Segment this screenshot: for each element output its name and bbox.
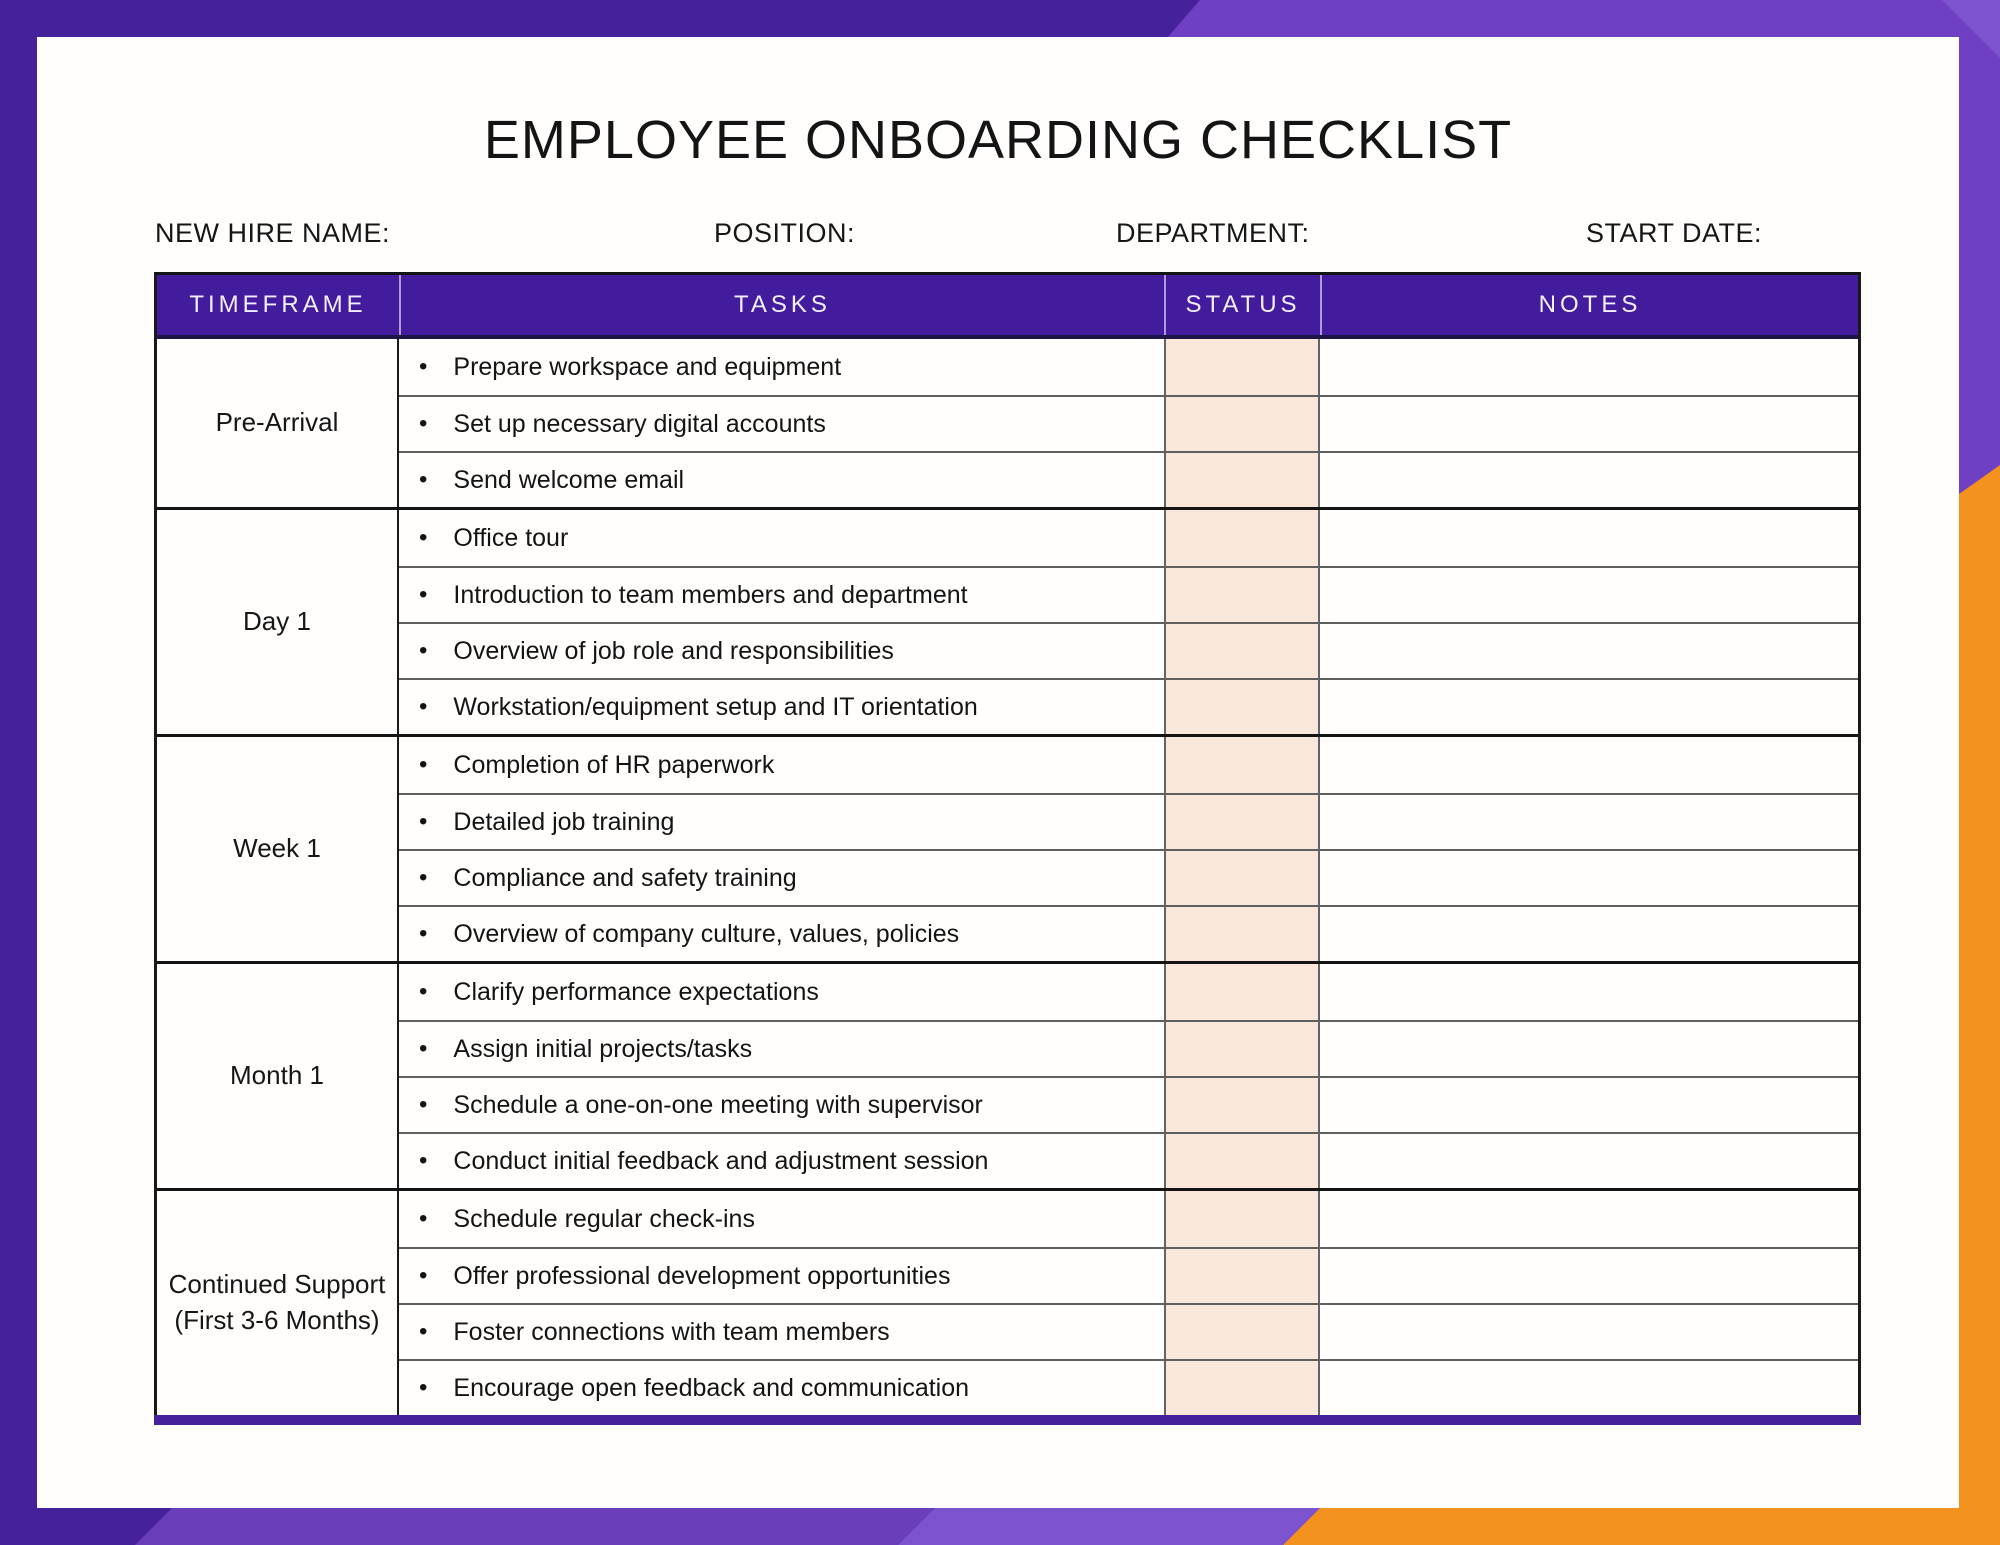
notes-cell[interactable] bbox=[1320, 964, 1858, 1020]
bullet-icon: • bbox=[419, 1035, 428, 1062]
task-label: Set up necessary digital accounts bbox=[453, 409, 826, 438]
task-cell bbox=[399, 793, 1164, 849]
bullet-icon: • bbox=[419, 353, 428, 380]
timeframe-cell bbox=[157, 510, 399, 734]
bullet-icon: • bbox=[419, 1262, 428, 1289]
notes-cell[interactable] bbox=[1320, 1132, 1858, 1188]
task-label: Clarify performance expectations bbox=[453, 977, 819, 1006]
notes-cell[interactable] bbox=[1320, 1303, 1858, 1359]
bullet-icon: • bbox=[419, 864, 428, 891]
bullet-icon: • bbox=[419, 524, 428, 551]
col-header-tasks: TASKS bbox=[399, 275, 1164, 335]
notes-cell[interactable] bbox=[1320, 339, 1858, 395]
task-label: Overview of job role and responsibilities bbox=[453, 636, 894, 665]
timeframe-cell bbox=[157, 339, 399, 507]
table-bottom-bar bbox=[154, 1415, 1861, 1425]
bullet-icon: • bbox=[419, 1318, 428, 1345]
status-cell[interactable] bbox=[1164, 1247, 1320, 1303]
status-cell[interactable] bbox=[1164, 1303, 1320, 1359]
notes-cell[interactable] bbox=[1320, 905, 1858, 961]
content-panel bbox=[37, 37, 1959, 1508]
table-header bbox=[157, 275, 1858, 339]
checklist-table bbox=[154, 272, 1861, 1425]
status-cell[interactable] bbox=[1164, 339, 1320, 395]
task-cell bbox=[399, 1132, 1164, 1188]
task-cell bbox=[399, 964, 1164, 1020]
task-cell bbox=[399, 622, 1164, 678]
field-label-new-hire-name: NEW HIRE NAME: bbox=[155, 218, 391, 248]
notes-cell[interactable] bbox=[1320, 793, 1858, 849]
task-label: Offer professional development opportunities bbox=[453, 1261, 951, 1290]
task-label: Compliance and safety training bbox=[453, 863, 797, 892]
timeframe-line: Day 1 bbox=[243, 606, 311, 637]
col-header-timeframe: TIMEFRAME bbox=[189, 291, 367, 318]
bullet-icon: • bbox=[419, 808, 428, 835]
notes-cell[interactable] bbox=[1320, 451, 1858, 507]
notes-cell[interactable] bbox=[1320, 510, 1858, 566]
bullet-icon: • bbox=[419, 978, 428, 1005]
task-label: Schedule a one-on-one meeting with supervisor bbox=[453, 1090, 983, 1119]
timeframe-cell bbox=[157, 737, 399, 961]
status-cell[interactable] bbox=[1164, 1359, 1320, 1415]
task-cell bbox=[399, 1359, 1164, 1415]
notes-cell[interactable] bbox=[1320, 737, 1858, 793]
status-cell[interactable] bbox=[1164, 1020, 1320, 1076]
status-cell[interactable] bbox=[1164, 737, 1320, 793]
task-label: Workstation/equipment setup and IT orientation bbox=[453, 692, 978, 721]
timeframe-cell bbox=[157, 964, 399, 1188]
notes-cell[interactable] bbox=[1320, 622, 1858, 678]
task-cell bbox=[399, 1191, 1164, 1247]
timeframe-line: (First 3-6 Months) bbox=[174, 1305, 380, 1335]
task-cell bbox=[399, 1076, 1164, 1132]
task-cell bbox=[399, 395, 1164, 451]
task-label: Introduction to team members and department bbox=[453, 580, 968, 609]
notes-cell[interactable] bbox=[1320, 1247, 1858, 1303]
task-label: Foster connections with team members bbox=[453, 1317, 890, 1346]
task-label: Prepare workspace and equipment bbox=[453, 352, 842, 381]
status-cell[interactable] bbox=[1164, 566, 1320, 622]
timeframe-line: Week 1 bbox=[233, 833, 321, 864]
task-label: Conduct initial feedback and adjustment session bbox=[453, 1146, 989, 1175]
status-cell[interactable] bbox=[1164, 395, 1320, 451]
status-cell[interactable] bbox=[1164, 678, 1320, 734]
notes-cell[interactable] bbox=[1320, 1191, 1858, 1247]
task-cell bbox=[399, 905, 1164, 961]
status-cell[interactable] bbox=[1164, 793, 1320, 849]
status-cell[interactable] bbox=[1164, 905, 1320, 961]
status-cell[interactable] bbox=[1164, 510, 1320, 566]
task-cell bbox=[399, 510, 1164, 566]
task-cell bbox=[399, 1020, 1164, 1076]
bullet-icon: • bbox=[419, 1147, 428, 1174]
task-label: Detailed job training bbox=[453, 807, 675, 836]
task-cell bbox=[399, 566, 1164, 622]
bullet-icon: • bbox=[419, 1091, 428, 1118]
task-cell bbox=[399, 1303, 1164, 1359]
status-cell[interactable] bbox=[1164, 451, 1320, 507]
notes-cell[interactable] bbox=[1320, 566, 1858, 622]
task-label: Completion of HR paperwork bbox=[453, 750, 775, 779]
task-label: Office tour bbox=[453, 523, 569, 552]
bullet-icon: • bbox=[419, 466, 428, 493]
bullet-icon: • bbox=[419, 1374, 428, 1401]
task-label: Encourage open feedback and communication bbox=[453, 1373, 970, 1402]
task-cell bbox=[399, 339, 1164, 395]
bullet-icon: • bbox=[419, 751, 428, 778]
bullet-icon: • bbox=[419, 693, 428, 720]
timeframe-group bbox=[157, 961, 1858, 1188]
task-label: Assign initial projects/tasks bbox=[453, 1034, 753, 1063]
timeframe-group bbox=[157, 339, 1858, 507]
timeframe-cell bbox=[157, 1191, 399, 1415]
field-label-start-date: START DATE: bbox=[1586, 218, 1763, 248]
status-cell[interactable] bbox=[1164, 622, 1320, 678]
timeframe-group bbox=[157, 734, 1858, 961]
notes-cell[interactable] bbox=[1320, 395, 1858, 451]
timeframe-line: Month 1 bbox=[230, 1060, 324, 1091]
task-cell bbox=[399, 1247, 1164, 1303]
bullet-icon: • bbox=[419, 581, 428, 608]
status-cell[interactable] bbox=[1164, 964, 1320, 1020]
status-cell[interactable] bbox=[1164, 1076, 1320, 1132]
task-label: Overview of company culture, values, policies bbox=[453, 919, 960, 948]
field-label-department: DEPARTMENT: bbox=[1116, 218, 1310, 248]
status-cell[interactable] bbox=[1164, 849, 1320, 905]
task-cell bbox=[399, 451, 1164, 507]
timeframe-group bbox=[157, 507, 1858, 734]
col-header-notes: NOTES bbox=[1320, 275, 1858, 335]
task-cell bbox=[399, 737, 1164, 793]
task-label: Schedule regular check-ins bbox=[453, 1204, 755, 1233]
notes-cell[interactable] bbox=[1320, 1076, 1858, 1132]
field-label-position: POSITION: bbox=[714, 218, 856, 248]
notes-cell[interactable] bbox=[1320, 1359, 1858, 1415]
timeframe-line: Pre-Arrival bbox=[215, 407, 339, 438]
timeframe-group bbox=[157, 1188, 1858, 1415]
notes-cell[interactable] bbox=[1320, 678, 1858, 734]
bullet-icon: • bbox=[419, 1205, 428, 1232]
status-cell[interactable] bbox=[1164, 1191, 1320, 1247]
notes-cell[interactable] bbox=[1320, 1020, 1858, 1076]
task-label: Send welcome email bbox=[453, 465, 685, 494]
bullet-icon: • bbox=[419, 637, 428, 664]
notes-cell[interactable] bbox=[1320, 849, 1858, 905]
bullet-icon: • bbox=[419, 410, 428, 437]
bullet-icon: • bbox=[419, 920, 428, 947]
task-cell bbox=[399, 849, 1164, 905]
table-body bbox=[157, 339, 1858, 1415]
col-header-status: STATUS bbox=[1164, 275, 1320, 335]
status-cell[interactable] bbox=[1164, 1132, 1320, 1188]
task-cell bbox=[399, 678, 1164, 734]
page-title: EMPLOYEE ONBOARDING CHECKLIST bbox=[483, 110, 1513, 170]
timeframe-line: Continued Support bbox=[168, 1269, 386, 1300]
